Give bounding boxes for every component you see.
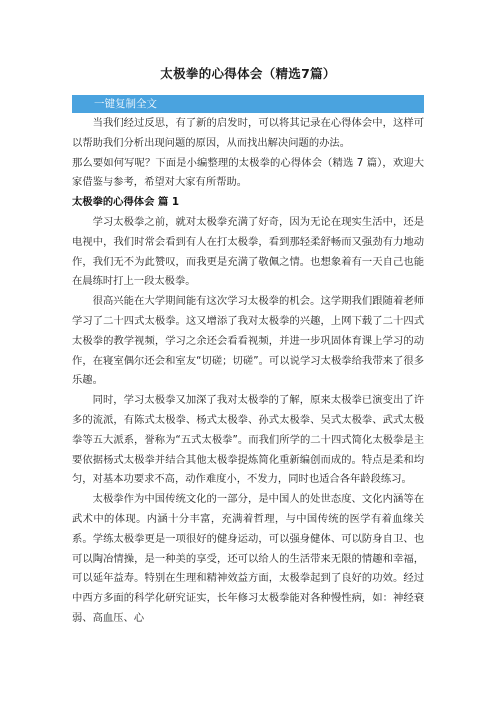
document-title: 太极拳的心得体会（精选7篇） bbox=[160, 66, 336, 81]
body-paragraph: 太极拳作为中国传统文化的一部分，是中国人的处世态度、文化内涵等在武术中的体现。内涵十分丰富，充满着哲理，与中国传统的医学有着血缘关系。学练太极拳更是一项很好的健身运动，可以强身健体、可以防身自卫、也可以陶冶情操，是一种美的享受，还可以给人的生活带来无限的情趣和幸福，可以延年益寿。特别在生理和精神效益方面，太极拳起到了良好的功效。经过中西方多面的科学化研究证实，长年修习太极拳能对各种慢性病，如：神经衰弱、高血压、心 bbox=[72, 493, 424, 624]
body-paragraph: 同时，学习太极拳又加深了我对太极拳的了解，原来太极拳已演变出了许多的流派，有陈式太极拳、杨式太极拳、孙式太极拳、吴式太极拳、武式太极拳等五大派系，誉称为“五式太极拳”。而我们所学的二十四式简化太极拳是主要依据杨式太极拳并结合其他太极拳提炼简化重新编创而成的。特点是柔和均匀，对基本功要求不高，动作难度小，不发力，同时也适合各年龄段练习。 bbox=[72, 394, 424, 486]
copy-all-button[interactable]: 一键复制全文 bbox=[72, 95, 424, 113]
body-paragraph: 很高兴能在大学期间能有这次学习太极拳的机会。这学期我们跟随着老师学习了二十四式太极拳。这又增添了我对太极拳的兴趣，上网下载了二十四式太极拳的教学视频，学习之余还会看看视频，并进一步巩固体育课上学习的动作，在寝室偶尔还会和室友“切磋；切磋”。可以说学习太极拳给我带来了很多乐趣。 bbox=[72, 295, 424, 387]
intro-paragraph: 那么要如何写呢？下面是小编整理的太极拳的心得体会（精选 7 篇），欢迎大家借鉴与参考，希望对大家有所帮助。 bbox=[72, 156, 424, 189]
document-body bbox=[72, 114, 424, 629]
body-paragraph: 学习太极拳之前，就对太极拳充满了好奇，因为无论在现实生活中，还是电视中，我们时常会看到有人在打太极拳，看到那轻柔舒畅而又强劲有力地动作，我们无不为此赞叹，而我更是充满了敬佩之情。也想象着有一天自己也能在晨练时打上一段太极拳。 bbox=[72, 215, 424, 288]
intro-paragraph: 当我们经过反思，有了新的启发时，可以将其记录在心得体会中，这样可以帮助我们分析出现问题的原因，从而找出解决问题的办法。 bbox=[72, 117, 424, 149]
section-heading: 太极拳的心得体会 篇 1 bbox=[72, 196, 180, 209]
